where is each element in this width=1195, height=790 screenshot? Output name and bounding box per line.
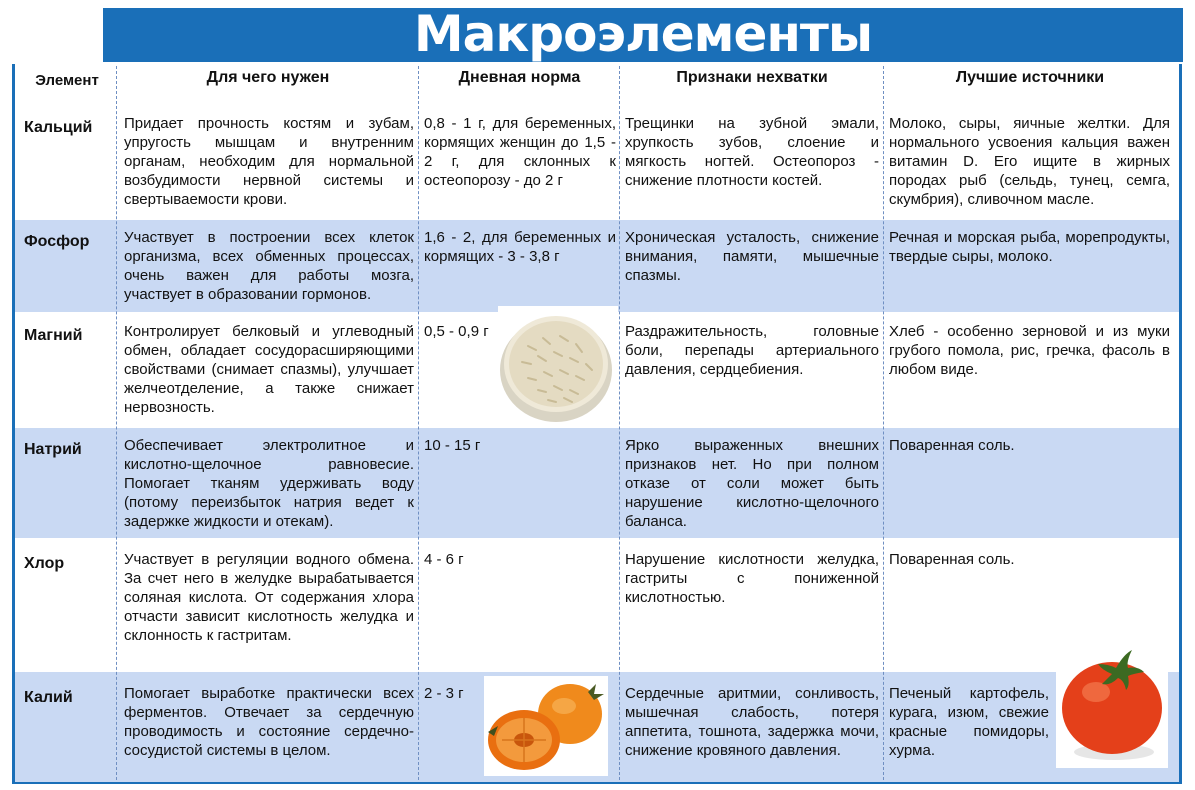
column-divider bbox=[619, 66, 620, 780]
element-name: Кальций bbox=[24, 119, 93, 136]
sources-cell: Речная и морская рыба, морепродукты, твердые сыры, молоко. bbox=[889, 229, 1170, 265]
norm-cell: 10 - 15 г bbox=[424, 437, 481, 454]
norm-cell: 4 - 6 г bbox=[424, 551, 464, 568]
header-element: Элемент bbox=[35, 72, 99, 89]
column-divider bbox=[883, 66, 884, 780]
deficiency-cell: Хроническая усталость, снижение внимания, памяти, мышечные спазмы. bbox=[625, 229, 879, 284]
column-divider bbox=[116, 66, 117, 780]
purpose-cell: Придает прочность костям и зубам, упругость мышцам и внутренним органам, необходим для нормальной возбудимости нервной системы и свертываемости крови. bbox=[124, 115, 414, 208]
deficiency-cell: Раздражительность, головные боли, перепады артериального давления, сердцебиения. bbox=[625, 323, 879, 378]
norm-cell: 0,8 - 1 г, для беременных, кормящих женщин до 1,5 - 2 г, для склонных к остеопорозу - до 2 г bbox=[424, 115, 616, 189]
sources-cell: Хлеб - особенно зерновой и из муки грубого помола, рис, гречка, фасоль в любом виде. bbox=[889, 323, 1170, 378]
purpose-cell: Участвует в регуляции водного обмена. За счет него в желудке вырабатывается соляная кислота. От содержания хлора отчасти зависит кислотность желудка и склонность к гастритам. bbox=[124, 551, 414, 644]
norm-cell: 1,6 - 2, для беременных и кормящих - 3 - 3,8 г bbox=[424, 229, 616, 265]
header-sources: Лучшие источники bbox=[955, 69, 1105, 86]
header-deficiency: Признаки нехватки bbox=[676, 69, 828, 86]
sources-cell: Молоко, сыры, яичные желтки. Для нормального усвоения кальция важен витамин D. Его ищите в жирных породах рыб (сельдь, тунец, семга, скумбрия), сливочном масле. bbox=[889, 115, 1170, 208]
norm-cell: 2 - 3 г bbox=[424, 685, 464, 702]
purpose-cell: Помогает выработке практически всех ферментов. Отвечает за сердечную проводимость и состояние сердечно-сосудистой системы в целом. bbox=[124, 685, 414, 759]
header-norm: Дневная норма bbox=[458, 69, 581, 86]
purpose-cell: Участвует в построении всех клеток организма, всех обменных процессах, очень важен для работы мозга, участвует в образовании гормонов. bbox=[124, 229, 414, 303]
sources-cell: Поваренная соль. bbox=[889, 551, 1015, 568]
sources-cell: Поваренная соль. bbox=[889, 437, 1015, 454]
deficiency-cell: Ярко выраженных внешних признаков нет. Но при полном отказе от соли может быть нарушение кислотно-щелочного баланса. bbox=[625, 437, 879, 530]
purpose-cell: Обеспечивает электролитное и кислотно-щелочное равновесие. Помогает тканям удерживать воду (потому переизбыток натрия ведет к задержке жидкости и отекам). bbox=[124, 437, 414, 530]
rice-bowl-image bbox=[498, 306, 618, 424]
element-name: Калий bbox=[24, 689, 73, 706]
purpose-cell: Контролирует белковый и углеводный обмен, обладает сосудорасширяющими свойствами (снимает спазмы), улучшает желчеотделение, а также снижает нервозность. bbox=[124, 323, 414, 416]
header-purpose: Для чего нужен bbox=[206, 69, 330, 86]
deficiency-cell: Нарушение кислотности желудка, гастриты с пониженной кислотностью. bbox=[625, 551, 879, 606]
persimmon-image bbox=[484, 676, 608, 776]
sources-cell: Печеный картофель, курага, изюм, свежие красные помидоры, хурма. bbox=[889, 685, 1049, 759]
norm-cell: 0,5 - 0,9 г bbox=[424, 323, 489, 340]
page-title: Макроэлементы bbox=[413, 5, 873, 63]
element-name: Фосфор bbox=[24, 233, 90, 250]
element-name: Натрий bbox=[24, 441, 82, 458]
element-name: Хлор bbox=[24, 555, 65, 572]
element-name: Магний bbox=[24, 327, 83, 344]
tomato-image bbox=[1056, 640, 1168, 768]
deficiency-cell: Сердечные аритмии, сонливость, мышечная слабость, потеря аппетита, тошнота, задержка мочи, снижение кровяного давления. bbox=[625, 685, 879, 759]
column-divider bbox=[418, 66, 419, 780]
deficiency-cell: Трещинки на зубной эмали, хрупкость зубов, слоение и мягкость ногтей. Остеопороз - снижение плотности костей. bbox=[625, 115, 879, 189]
